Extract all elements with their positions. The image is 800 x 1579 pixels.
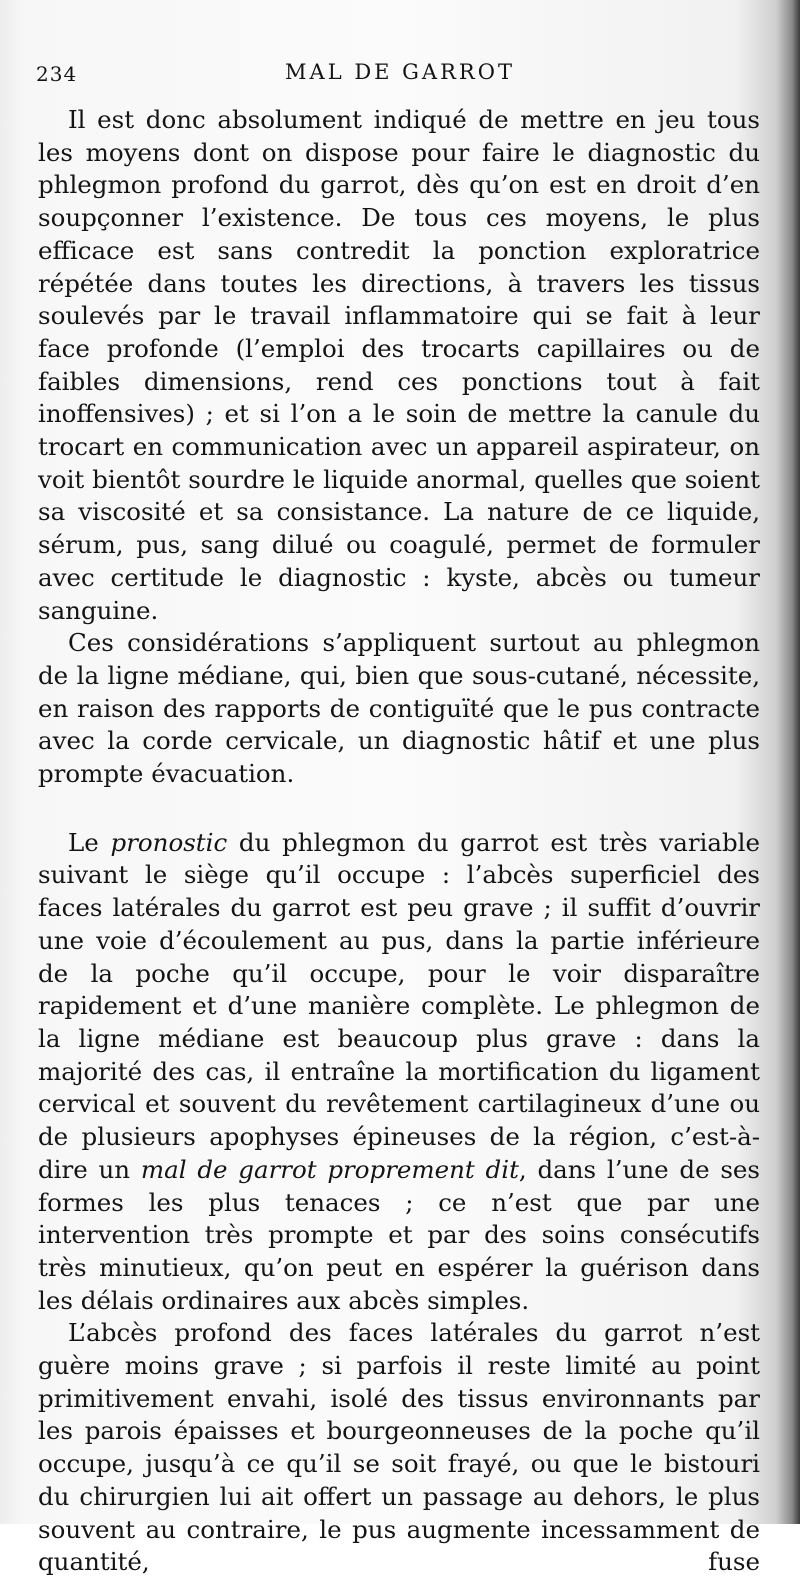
prognosis-text-end: , dans l’une de ses formes les plus tenaces ; ce n’est que par une intervention très prompte et par des soins consécutifs très minutieux, qu’on peut en espérer la guérison dans les délais ordinaires aux abcès simples. [38,1154,760,1315]
prognosis-text-middle: du phlegmon du garrot est très variable suivant le siège qu’il occupe : l’abcès superficiel des faces latérales du garrot est peu grave ; il suffit d’ouvrir une voie d’écoulement au pus, dans la partie inférieure de la poche qu’il occupe, pour le voir disparaître rapidement et d’une manière complète. Le phlegmon de la ligne médiane est beaucoup plus grave : dans la majorité des cas, il entraîne la mortification du ligament cervical et souvent du revêtement cartilagineux d’une ou de plusieurs apophyses épineuses de la région, c’est-à-dire un [38,827,760,1184]
prognosis-text-start: Le [68,827,111,857]
paragraph-deep-abscess: L’abcès profond des faces latérales du garrot n’est guère moins grave ; si parfois il reste limité au point primitivement envahi, isolé des tissus environnants par les parois épaisses et bourgeonneuses de la poche qu’il occupe, jusqu’à ce qu’il se soit frayé, ou que le bistouri du chirurgien lui ait offert un passage au dehors, le plus souvent au contraire, le pus augmente incessamment de quantité, fuse [38,1318,760,1577]
paragraph-median-line: Ces considérations s’appliquent surtout au phlegmon de la ligne médiane, qui, bien que sous-cutané, nécessite, en raison des rapports de contiguïté que le pus contracte avec la corde cervicale, un diagnostic hâtif et une plus prompte évacuation. [38,628,760,789]
page-header [36,56,764,90]
body-text [38,104,760,1579]
running-title: MAL DE GARROT [285,60,515,84]
paragraph-prognosis [38,827,760,1318]
mal-de-garrot-emphasis: mal de garrot proprement dit [140,1154,519,1184]
page-number: 234 [36,62,78,86]
paragraph-diagnostic: Il est donc absolument indiqué de mettre en jeu tous les moyens dont on dispose pour faire le diagnostic du phlegmon profond du garrot, dès qu’on est en droit d’en soupçonner l’existence. De tous ces moyens, le plus efficace est sans contredit la ponction exploratrice répétée dans toutes les directions, à travers les tissus soulevés par le travail inflammatoire qui se fait à leur face profonde (l’emploi des trocarts capillaires ou de faibles dimensions, rend ces ponctions tout à fait inoffensives) ; et si l’on a le soin de mettre la canule du trocart en communication avec un appareil aspirateur, on voit bientôt sourdre le liquide anormal, quelles que soient sa viscosité et sa consistance. La nature de ce liquide, sérum, pus, sang dilué ou coagulé, permet de formuler avec certitude le diagnostic : kyste, abcès ou tumeur sanguine. [38,105,760,625]
prognosis-emphasis: pronostic [110,827,228,857]
